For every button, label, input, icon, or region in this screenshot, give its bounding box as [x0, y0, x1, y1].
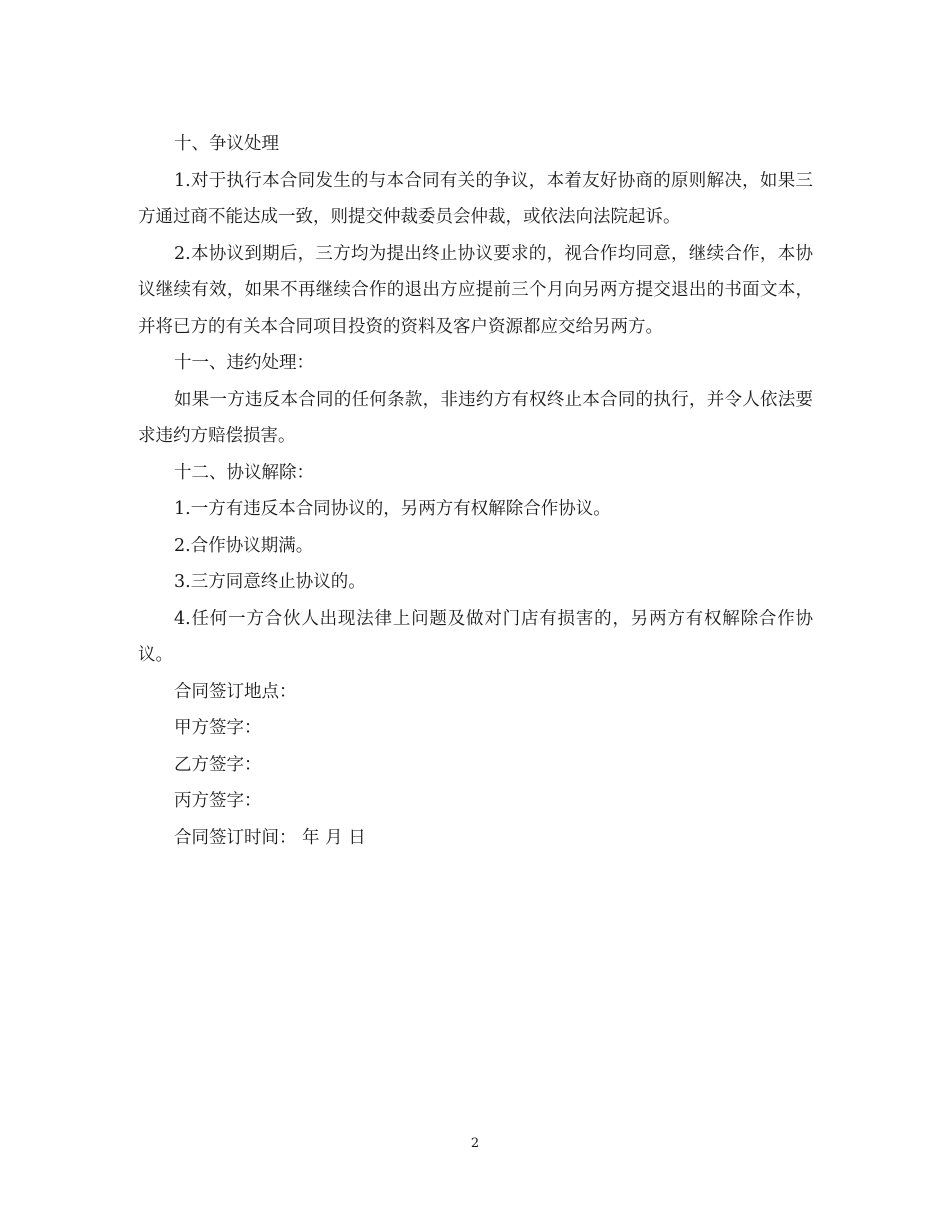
document-body	[138, 126, 813, 856]
clause-paragraph: 如果一方违反本合同的任何条款，非违约方有权终止本合同的执行，并令人依法要求违约方赔偿损害。	[138, 389, 813, 446]
page-number: 2	[470, 1136, 480, 1151]
section-heading-breach: 十一、违约处理：	[174, 353, 314, 373]
party-b-signature-field: 乙方签字：	[174, 754, 262, 775]
signing-place-field: 合同签订地点：	[174, 681, 297, 702]
clause-paragraph: 3.三方同意终止协议的。	[174, 572, 366, 592]
section-heading-termination: 十二、协议解除：	[174, 462, 314, 483]
clause-paragraph: 2.合作协议期满。	[174, 535, 314, 556]
clause-paragraph: 1.一方有违反本合同协议的，另两方有权解除合作协议。	[174, 499, 611, 519]
party-a-signature-field: 甲方签字：	[174, 718, 262, 738]
section-heading-dispute: 十、争议处理	[174, 134, 279, 154]
signing-date-field: 合同签订时间： 年 月 日	[174, 827, 366, 848]
clause-paragraph: 1.对于执行本合同发生的与本合同有关的争议，本着友好协商的原则解决，如果三方通过商不能达成一致，则提交仲裁委员会仲裁，或依法向法院起诉。	[138, 170, 813, 227]
party-c-signature-field: 丙方签字：	[174, 791, 262, 811]
clause-paragraph: 2.本协议到期后，三方均为提出终止协议要求的，视合作均同意，继续合作，本协议继续有效，如果不再继续合作的退出方应提前三个月向另两方提交退出的书面文本，并将已方的有关本合同项目投资的资料及客户资源都应交给另两方。	[138, 243, 813, 337]
clause-paragraph: 4.任何一方合伙人出现法律上问题及做对门店有损害的，另两方有权解除合作协议。	[138, 608, 813, 665]
